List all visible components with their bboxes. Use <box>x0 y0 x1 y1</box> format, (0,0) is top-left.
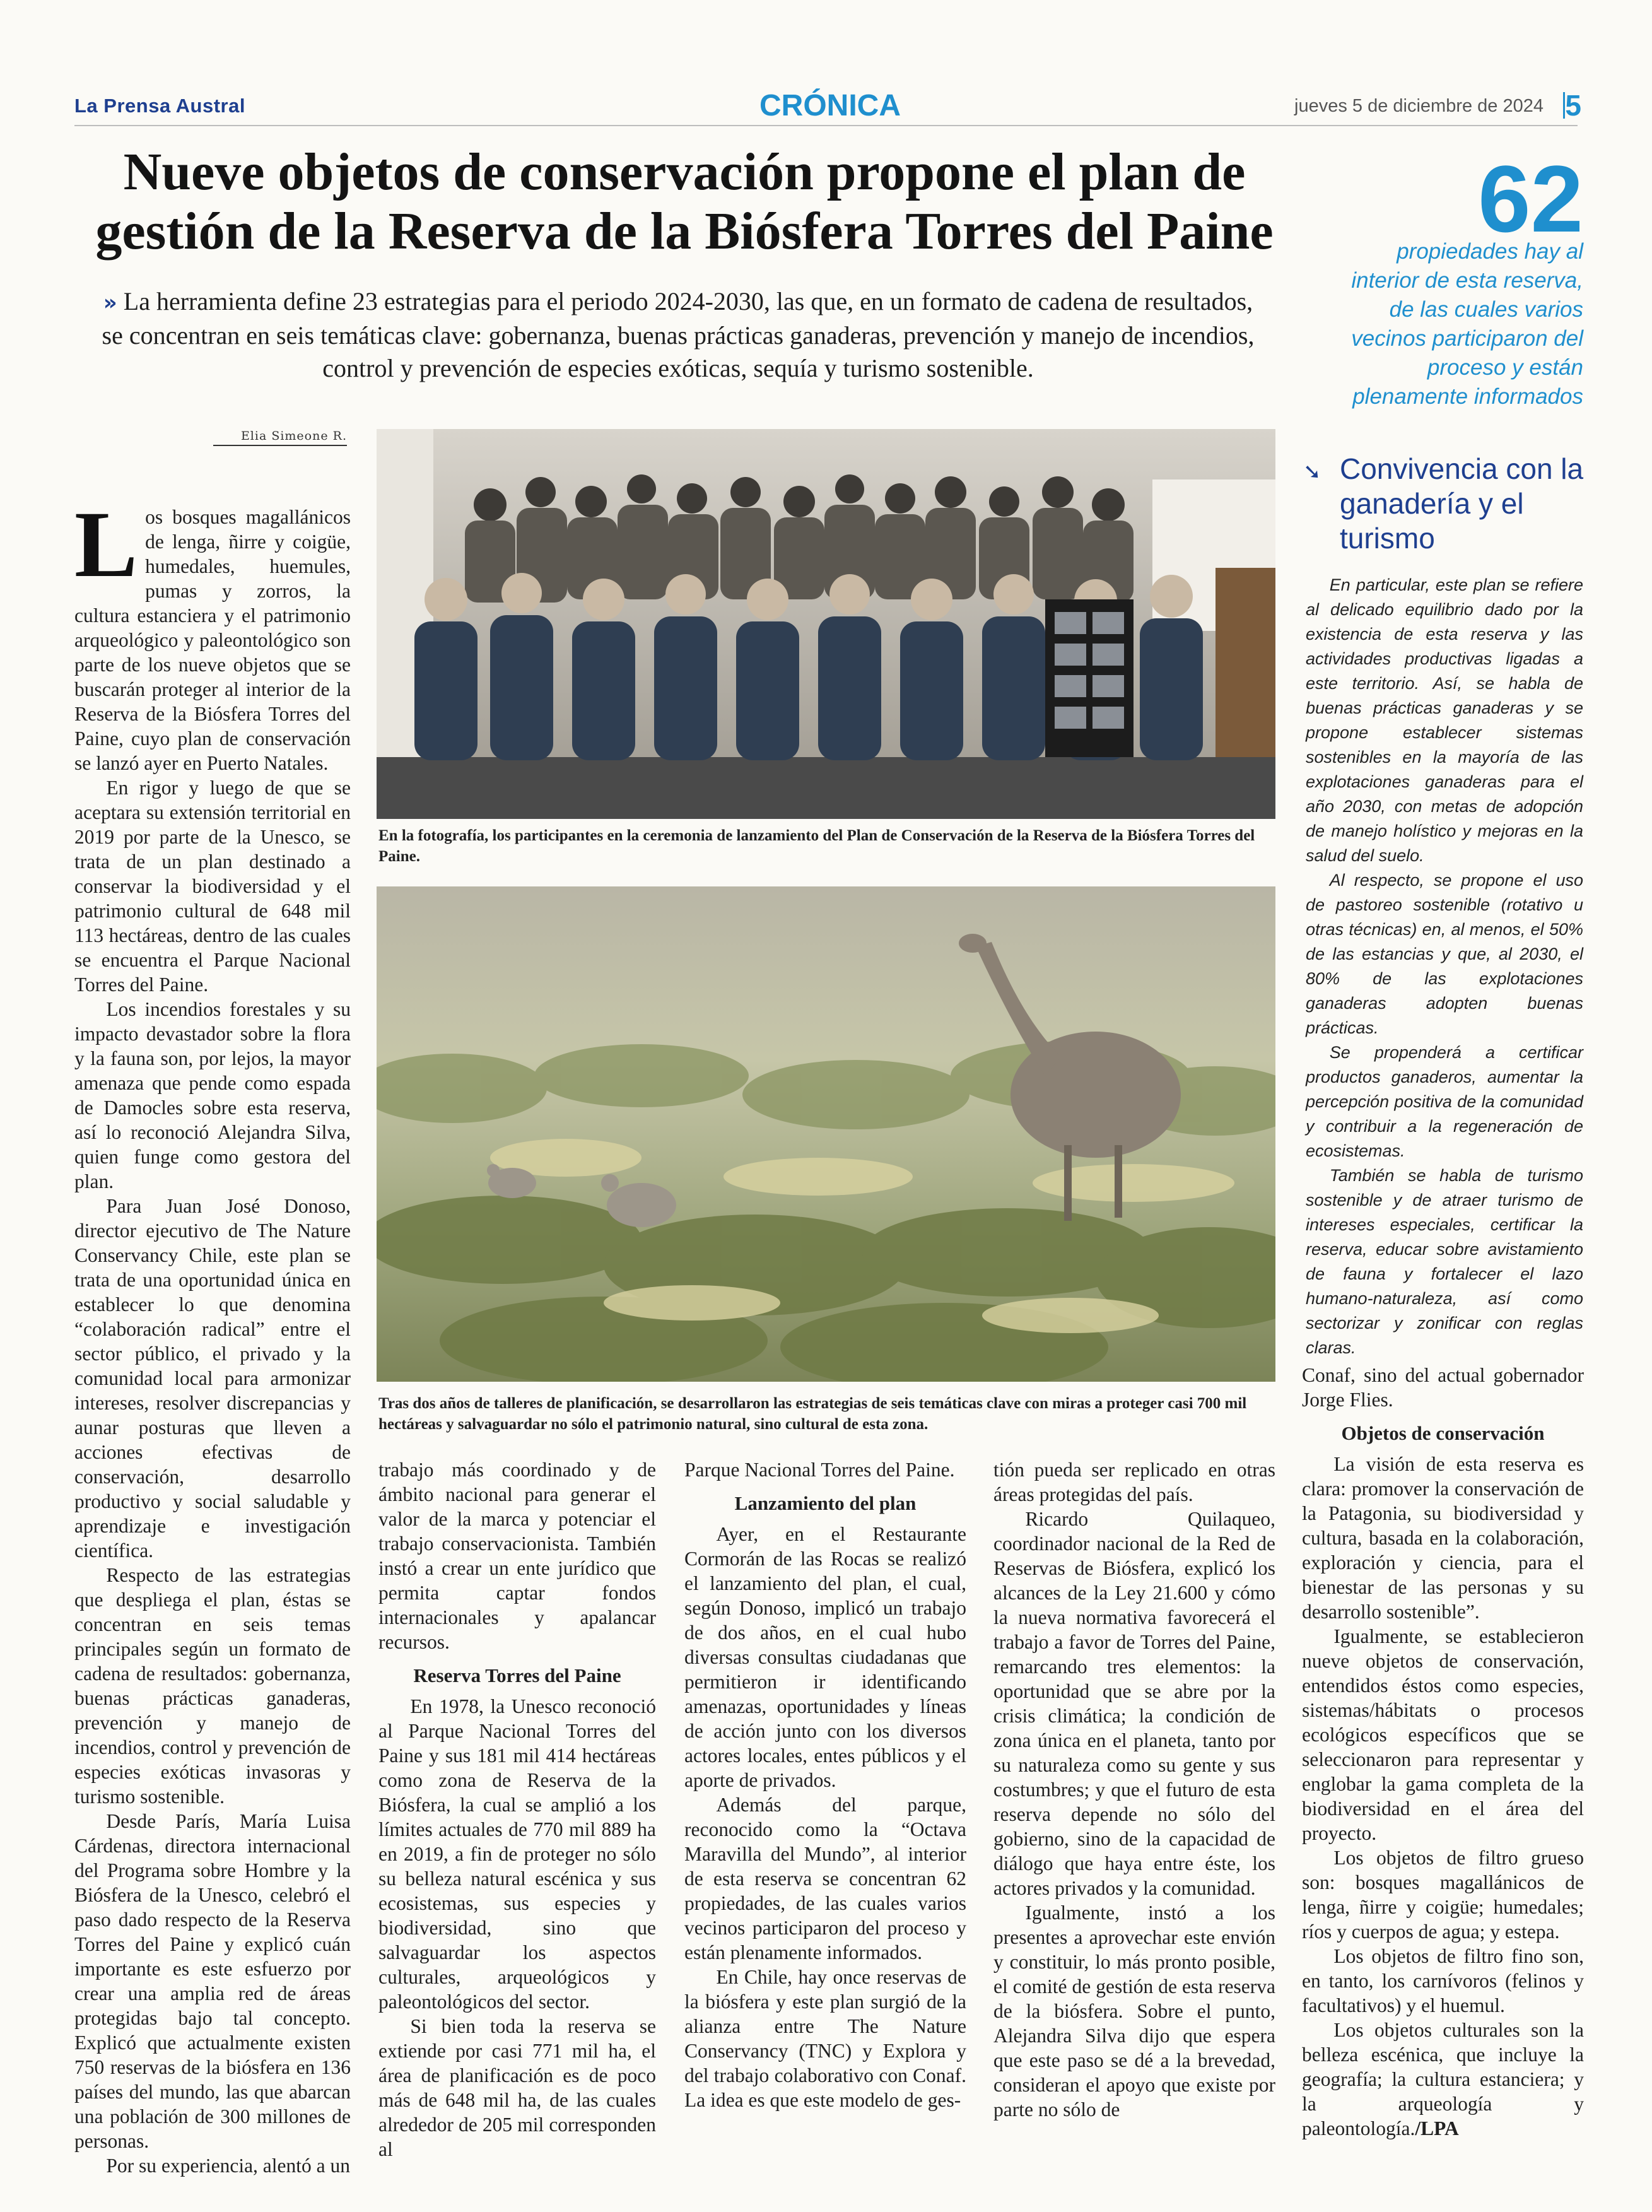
section-title: CRÓNICA <box>759 89 901 122</box>
paragraph: Ayer, en el Restaurante Cormorán de las Rocas se realizó el lanzamiento del plan, el cual, según Donoso, implicó un trabajo de dos años, en el cual hubo diversas consultas ciudadanas que permitieron ir identificando amenazas, oportunidades y líneas de acción junto con los diversos actores locales, entes públicos y el aporte de privados. <box>684 1523 966 1791</box>
lead-paragraph: Los bosques magallánicos de lenga, ñirre y coigüe, humedales, huemules, pumas y zorros, la cultura estanciera y el patrimonio arqueológico y paleontológico son parte de los nueve objetos que se buscarán proteger al interior de la Reserva de la Biósfera Torres del Paine, cuyo plan de conservación se lanzó ayer en Puerto Natales. <box>74 492 351 774</box>
photo-caption-1: En la fotografía, los participantes en la ceremonia de lanzamiento del Plan de Conservación de la Reserva de la Biósfera Torres del Paine. <box>378 827 1255 865</box>
paragraph: Ricardo Quilaqueo, coordinador nacional de la Red de Reservas de Biósfera, explicó los alcances de la Ley 21.600 y cómo la nueva normativa favorecerá el trabajo a favor de Torres del Paine, remarcando tres elementos: la oportunidad que se abre por la crisis climática; la condición de zona única en el planeta, tanto por su naturaleza como su gente y sus costumbres; y que el futuro de esta reserva depende no sólo del gobierno, sino de la capacidad de diálogo que haya entre éste, los actores privados y la comunidad. <box>993 1508 1275 1899</box>
paragraph: Los incendios forestales y su impacto devastador sobre la flora y la fauna son, por lejos, la mayor amenaza que pende como espada de Damocles sobre esta reserva, así lo reconoció Alejandra Silva, quien funge como gestora del plan. <box>74 998 351 1192</box>
subheading-reserva: Reserva Torres del Paine <box>413 1664 621 1686</box>
paragraph: En Chile, hay once reservas de la biósfera y este plan surgió de la alianza entre The Nature Conservancy (TNC) y Explora y del trabajo colaborativo con Conaf. La idea es que este modelo de ges- <box>684 1966 966 2111</box>
subheading-lanzamiento: Lanzamiento del plan <box>734 1492 917 1514</box>
paragraph: Parque Nacional Torres del Paine. <box>684 1459 955 1481</box>
body-column-4 <box>993 1457 1275 2122</box>
paragraph: Los objetos de filtro grueso son: bosques magallánicos de lenga, ñirre y coigüe; humedales; ríos y cuerpos de agua; y estepa. <box>1302 1847 1584 1943</box>
paragraph: Además del parque, reconocido como la “Octava Maravilla del Mundo”, al interior de esta reserva se concentran 62 propiedades, de las cuales varios vecinos participaron del proceso y están plenamente informados. <box>684 1794 966 1963</box>
paragraph: trabajo más coordinado y de ámbito nacional para generar el valor de la marca y potenciar el trabajo conservacionista. También instó a crear un ente jurídico que permita captar fondos internacionales y apalancar recursos. <box>378 1459 656 1653</box>
deck <box>101 285 1255 385</box>
paragraph: Los objetos culturales son la belleza escénica, que incluye la geografía; la cultura estanciera; y la arqueología y paleontología./LPA <box>1302 2019 1584 2139</box>
paragraph: Igualmente, instó a los presentes a aprovechar este envión y constituir, lo más pronto posible, el comité de gestión de esta reserva de la biósfera. Sobre el punto, Alejandra Silva dijo que espera que este paso se dé a la brevedad, consideran el apoyo que existe por parte no sólo de <box>993 1902 1275 2121</box>
paragraph: Por su experiencia, alentó a un <box>106 2155 351 2177</box>
sidebar-paragraph: Al respecto, se propone el uso de pastoreo sostenible (rotativo u otras técnicas) en, al menos, el 50% de las estancias y que, al 2030, el 80% de las explotaciones ganaderas adopten buenas prácticas. <box>1306 871 1583 1037</box>
arrow-down-right-icon: ➘ <box>1303 459 1321 485</box>
photo-caption-2: Tras dos años de talleres de planificación, se desarrollaron las estrategias de seis temáticas clave con miras a proteger casi 700 mil hectáreas y salvaguardar no sólo el patrimonio natural, sino cultural de esta zona. <box>378 1395 1247 1433</box>
issue-date: jueves 5 de diciembre de 2024 <box>1294 96 1544 116</box>
paragraph: Si bien toda la reserva se extiende por casi 771 mil ha, el área de planificación es de poco más de 648 mil ha, de las cuales alrededor de 205 mil corresponden al <box>378 2015 656 2160</box>
sidebar-paragraph: En particular, este plan se refiere al delicado equilibrio dado por la existencia de esta reserva y las actividades productivas ligadas a este territorio. Así, se habla de buenas prácticas ganaderas y se propone establecer sistemas sostenibles en la mayoría de las explotaciones ganaderas para el año 2030, con metas de adopción de manejo holístico y mejoras en la salud del suelo. <box>1306 575 1583 865</box>
paragraph: Conaf, sino del actual gobernador Jorge Flies. <box>1302 1364 1584 1411</box>
masthead-logo: La Prensa Austral <box>74 95 245 117</box>
sidebar-paragraph: También se habla de turismo sostenible y de atraer turismo de intereses especiales, certificar la reserva, educar sobre avistamiento de fauna y fortalecer el lazo humano-naturaleza, así como sectorizar y zonificar con reglas claras. <box>1306 1166 1583 1357</box>
stat-number: 62 <box>1478 146 1583 252</box>
page-number: 5 <box>1565 89 1581 122</box>
paragraph: tión pueda ser replicado en otras áreas protegidas del país. <box>993 1459 1275 1505</box>
paragraph: Desde París, María Luisa Cárdenas, directora internacional del Programa sobre Hombre y la Biósfera de la Unesco, celebró el paso dado respecto de la Reserva Torres del Paine y explicó cuán importante es este esfuerzo por crear una amplia red de áreas protegidas bajo tal concepto. Explicó que actualmente existen 750 reservas de la biósfera en 136 países del mundo, las que abarcan una población de 300 millones de personas. <box>74 1810 351 2152</box>
byline-rule <box>213 445 347 446</box>
paragraph: Los objetos de filtro fino son, en tanto, los carnívoros (felinos y facultativos) y el huemul. <box>1302 1945 1584 2016</box>
sidebar-paragraph: Se propenderá a certificar productos ganaderos, aumentar la percepción positiva de la comunidad y contribuir a la regeneración de ecosistemas. <box>1306 1043 1583 1160</box>
author-signature: /LPA <box>1415 2117 1459 2139</box>
group-photo <box>377 429 1275 819</box>
wildlife-photo <box>377 886 1275 1382</box>
body-column-3 <box>684 1457 966 2112</box>
stat-description: propiedades hay al interior de esta reserva, de las cuales varios vecinos participaron del proceso y están plenamente informados <box>1351 239 1583 409</box>
paragraph: Para Juan José Donoso, director ejecutivo de The Nature Conservancy Chile, este plan se trata de una oportunidad única en establecer lo que denomina “colaboración radical” entre el sector público, el privado y la comunidad local para armonizar intereses, resolver discrepancias y aunar posturas que lleven a acciones efectivas de conservación, desarrollo productivo y social saludable y aprendizaje e investigación científica. <box>74 1195 351 1562</box>
drop-cap: L <box>74 492 138 597</box>
paragraph: En rigor y luego de que se aceptara su extensión territorial en 2019 por parte de la Unesco, se trata de un plan destinado a conservar la biodiversidad y el patrimonio cultural de 648 mil 113 hectáreas, dentro de las cuales se encuentra el Parque Nacional Torres del Paine. <box>74 777 351 996</box>
sidebar-title: Convivencia con la ganadería y el turismo <box>1340 452 1584 555</box>
body-column-2 <box>378 1457 656 2162</box>
paragraph: La visión de esta reserva es clara: promover la conservación de la Patagonia, su biodiversidad y cultura, basada en la colaboración, exploración y ciencia, para el bienestar de las personas y su desarrollo sostenible”. <box>1302 1453 1584 1623</box>
paragraph: Respecto de las estrategias que despliega el plan, éstas se concentran en seis temas principales según un formato de cadena de resultados: gobernanza, buenas prácticas ganaderas, prevención y manejo de incendios, control y prevención de especies exóticas invasoras y turismo sostenible. <box>74 1564 351 1808</box>
subheading-objetos: Objetos de conservación <box>1341 1422 1545 1444</box>
deck-text: La herramienta define 23 estrategias para el periodo 2024-2030, las que, en un formato de cadena de resultados, se concentran en seis temáticas clave: gobernanza, buenas prácticas ganaderas, prevención y manejo de incendios, control y prevención de especies exóticas, sequía y turismo sostenible. <box>102 287 1255 382</box>
byline: Elia Simeone R. <box>240 429 347 443</box>
chevron-right-icon: » <box>103 290 117 315</box>
header-rule <box>74 125 1578 126</box>
body-column-5 <box>1302 1363 1584 2141</box>
paragraph: Igualmente, se establecieron nueve objetos de conservación, entendidos éstos como especies, sistemas/hábitats o procesos ecológicos específicos que se seleccionaron para representar y englobar la gama completa de la biodiversidad en el área del proyecto. <box>1302 1625 1584 1844</box>
sidebar-body <box>1306 573 1583 1360</box>
headline: Nueve objetos de conservación propone el plan de gestión de la Reserva de la Biósfera Torres del Paine <box>95 143 1274 261</box>
paragraph: En 1978, la Unesco reconoció al Parque Nacional Torres del Paine y sus 181 mil 414 hectáreas como zona de Reserva de la Biósfera, la cual se amplió a los límites actuales de 770 mil 889 ha en 2019, a fin de proteger no sólo su belleza natural escénica y sus ecosistemas, sus especies y biodiversidad, sino que salvaguardar los aspectos culturales, arqueológicos y paleontológicos del sector. <box>378 1695 656 2013</box>
body-column-1 <box>74 492 351 2178</box>
